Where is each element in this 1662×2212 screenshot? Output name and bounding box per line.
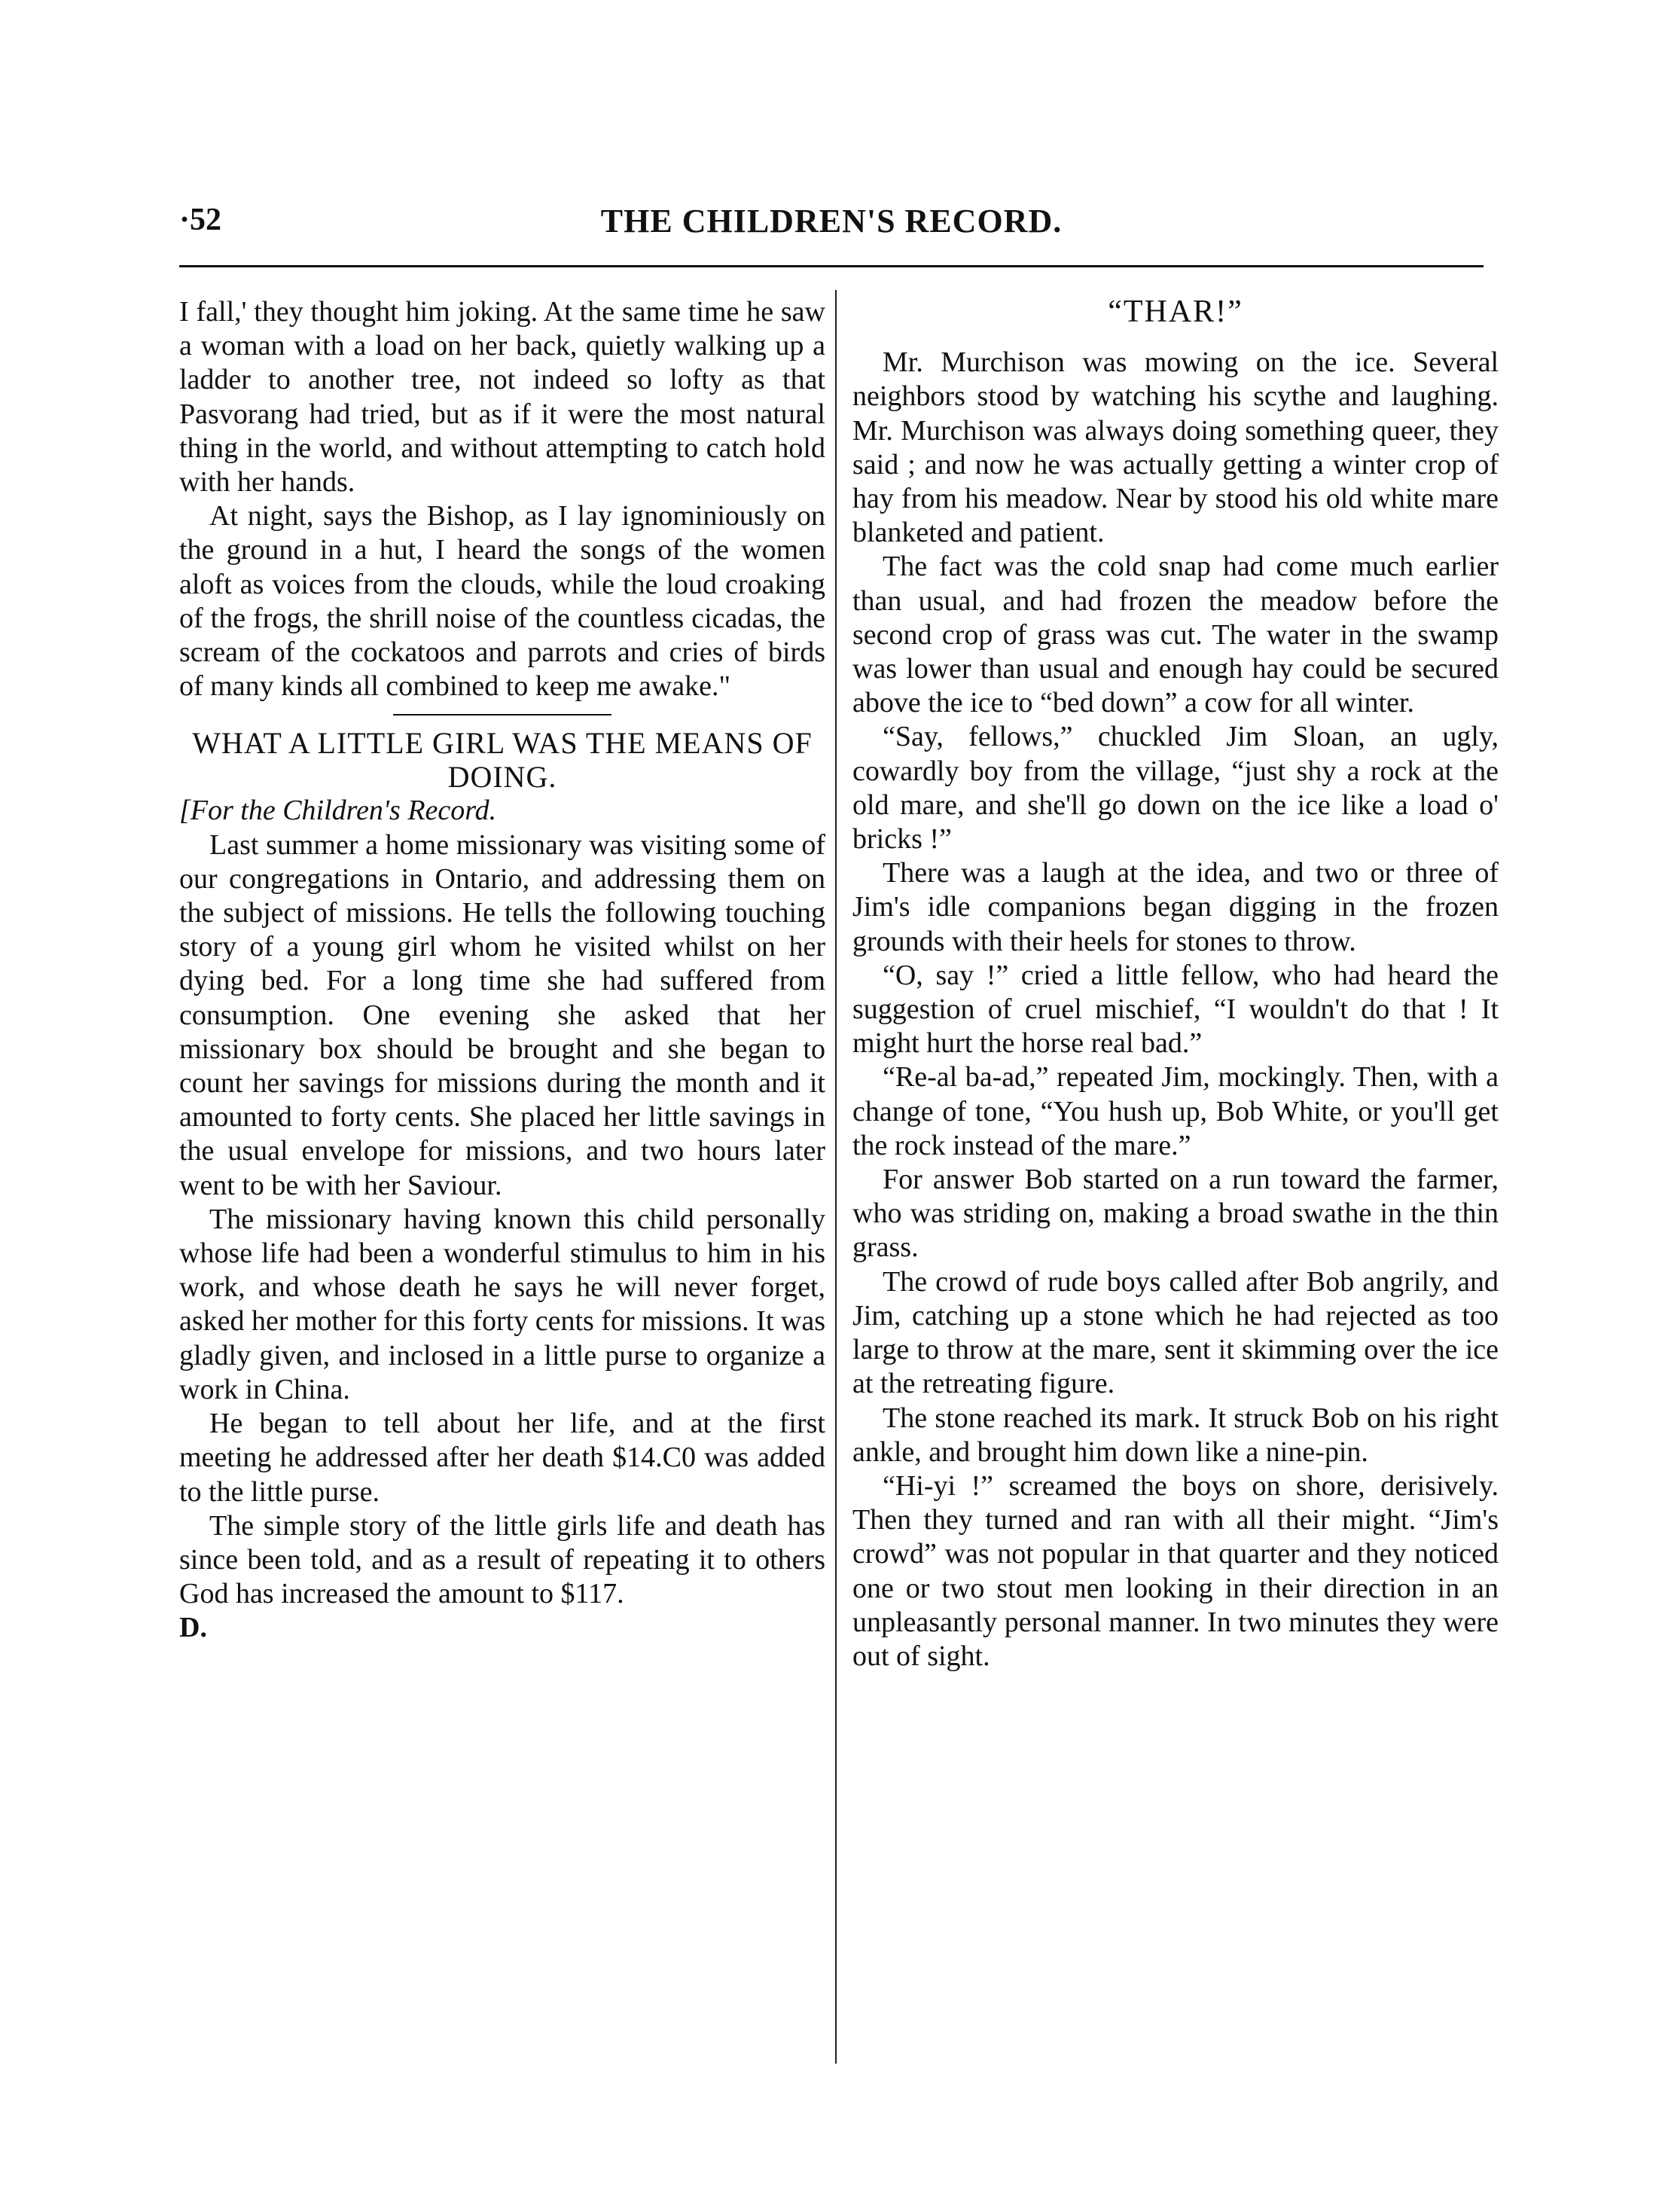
story-paragraph: The fact was the cold snap had come much earlier than usual, and had frozen the meadow before the second crop of grass was cut. The water in the swamp was lower than usual and enough hay could be secured above the ice to “bed down” a cow for all winter. [852,551,1499,719]
page-header [179,202,1484,247]
story-paragraph: Mr. Murchison was mowing on the ice. Several neighbors stood by watching his scythe and laughing. Mr. Murchison was always doing something queer, they said ; and now he was actually getting a winter crop of hay from his meadow. Near by stood his old white mare blanketed and patient. [852,346,1499,549]
story-paragraph: The crowd of rude boys called after Bob angrily, and Jim, catching up a stone which he had rejected as too large to throw at the mare, sent it skimming over the ice at the retreating figure. [852,1265,1499,1400]
article-paragraph: He began to tell about her life, and at the first meeting he addressed after her death $14.C0 was added to the little purse. [179,1408,825,1508]
story-paragraph: There was a laugh at the idea, and two or three of Jim's idle companions began digging in the frozen grounds with their heels for stones to throw. [852,857,1499,957]
article-separator [393,714,611,715]
story-paragraph: For answer Bob started on a run toward the farmer, who was striding on, making a broad swathe in the thin grass. [852,1164,1499,1264]
story-paragraph: “O, say !” cried a little fellow, who had heard the suggestion of cruel mischief, “I wouldn't do that ! It might hurt the horse real bad.” [852,959,1499,1060]
story-title: “THAR!” [1108,294,1243,329]
bishop-paragraph: At night, says the Bishop, as I lay ignominiously on the ground in a hut, I heard the songs of the women aloft as voices from the clouds, while the loud croaking of the frogs, the shrill noise of the countless cicadas, the scream of the cockatoos and parrots and cries of birds of many kinds all combined to keep me awake." [179,500,825,703]
story-paragraph: “Re-al ba-ad,” repeated Jim, mockingly. Then, with a change of tone, “You hush up, Bob White, or you'll get the rock instead of the mare.” [852,1061,1499,1161]
article-paragraph: The missionary having known this child personally whose life had been a wonderful stimulus to him in his work, and whose death he says he will never forget, asked her mother for this forty cents for missions. It was gladly given, and inclosed in a little purse to organize a work in China. [179,1203,825,1405]
continued-paragraph: I fall,' they thought him joking. At the same time he saw a woman with a load on her back, quietly walking up a ladder to another tree, not indeed so lofty as that Pasvorang had tried, but as if it were the most natural thing in the world, and without attempting to catch hold with her hands. [179,296,825,499]
right-column [852,295,1499,1673]
article-paragraph: The simple story of the little girls life and death has since been told, and as a result of repeating it to others God has increased the amount to $117. [179,1509,825,1610]
running-title: THE CHILDREN'S RECORD. [600,203,1063,240]
column-divider [835,290,837,2064]
story-paragraph: “Hi-yi !” screamed the boys on shore, derisively. Then they turned and ran with all their might. “Jim's crowd” was not popular in that quarter and they noticed one or two stout men looking in their direction in an unpleasantly personal manner. In two minutes they were out of sight. [852,1469,1499,1672]
story-paragraph: The stone reached its mark. It struck Bob on his right ankle, and brought him down like a nine-pin. [852,1402,1499,1468]
article-title: WHAT A LITTLE GIRL WAS THE MEANS OF DOING. [192,726,813,795]
left-column [179,295,825,1646]
article-paragraph: Last summer a home missionary was visiting some of our congregations in Ontario, and addressing them on the subject of missions. He tells the following touching story of a young girl whom he visited whilst on her dying bed. For a long time she had suffered from consumption. One evening she asked that her missionary box should be brought and she began to count her savings for missions during the month and it amounted to forty cents. She placed her little savings in the usual envelope for missions, and two hours later went to be with her Saviour. [179,828,825,1201]
page-number: ·52 [179,203,222,237]
story-paragraph: “Say, fellows,” chuckled Jim Sloan, an ugly, cowardly boy from the village, “just shy a rock at the old mare, and she'll go down on the ice like a load o' bricks !” [852,721,1499,856]
header-rule [179,265,1484,267]
article-signoff: D. [179,1612,207,1644]
article-byline: [For the Children's Record. [179,795,497,827]
